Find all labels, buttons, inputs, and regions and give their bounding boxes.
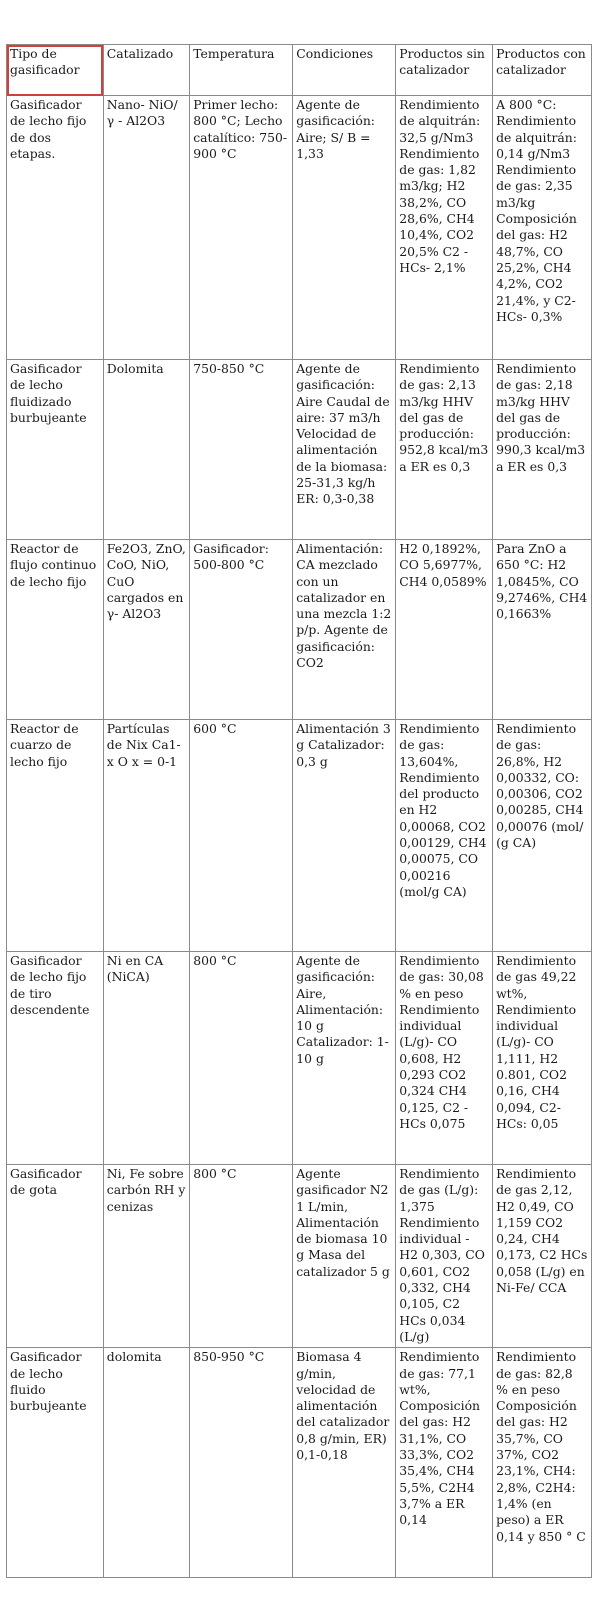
table-cell[interactable]: Partículas de Nix Ca1-x O x = 0-1 — [103, 720, 189, 952]
table-cell[interactable]: Gasificador de lecho fluido burbujeante — [7, 1348, 104, 1578]
table-cell[interactable]: 800 °C — [190, 1165, 293, 1348]
table-row — [7, 1348, 592, 1578]
header-cell-catalizado[interactable]: Catalizado — [103, 45, 189, 96]
header-cell-condiciones[interactable]: Condiciones — [293, 45, 396, 96]
table-cell[interactable]: Ni, Fe sobre carbón RH y cenizas — [103, 1165, 189, 1348]
table-cell[interactable]: 850-950 °C — [190, 1348, 293, 1578]
table-cell[interactable]: Rendimiento de gas: 2,13 m3/kg HHV del gas de producción: 952,8 kcal/m3 a ER es 0,3 — [396, 360, 493, 540]
table-cell[interactable]: Reactor de flujo continuo de lecho fijo — [7, 540, 104, 720]
table-cell[interactable]: Agente de gasificación: Aire; S/ B = 1,33 — [293, 96, 396, 360]
table-cell[interactable]: A 800 °C: Rendimiento de alquitrán: 0,14 g/Nm3 Rendimiento de gas: 2,35 m3/kg Composición del gas: H2 48,7%, CO 25,2%, CH4 4,2%, CO2 21,4%, y C2- HCs- 0,3% — [493, 96, 592, 360]
table-cell[interactable]: Rendimiento de gas 49,22 wt%, Rendimiento individual (L/g)- CO 1,111, H2 0.801, CO2 0,16, CH4 0,094, C2- HCs: 0,05 — [493, 952, 592, 1165]
table-cell[interactable]: Rendimiento de alquitrán: 32,5 g/Nm3 Rendimiento de gas: 1,82 m3/kg; H2 38,2%, CO 28,6%, CH4 10,4%, CO2 20,5% C2 - HCs- 2,1% — [396, 96, 493, 360]
table-cell[interactable]: Gasificador de lecho fijo de tiro descendente — [7, 952, 104, 1165]
header-cell-tipo-de-gasificador[interactable]: Tipo de gasificador — [7, 45, 104, 96]
table-cell[interactable]: 750-850 °C — [190, 360, 293, 540]
gasifier-catalyst-table — [6, 44, 592, 1578]
table-row — [7, 952, 592, 1165]
table-row — [7, 360, 592, 540]
table-cell[interactable]: Gasificador de lecho fluidizado burbujeante — [7, 360, 104, 540]
table-row — [7, 1165, 592, 1348]
table-cell[interactable]: Reactor de cuarzo de lecho fijo — [7, 720, 104, 952]
table-cell[interactable]: Agente de gasificación: Aire Caudal de aire: 37 m3/h Velocidad de alimentación de la biomasa: 25-31,3 kg/h ER: 0,3-0,38 — [293, 360, 396, 540]
table-cell[interactable]: dolomita — [103, 1348, 189, 1578]
header-cell-productos-con-catalizador[interactable]: Productos con catalizador — [493, 45, 592, 96]
header-cell-productos-sin-catalizador[interactable]: Productos sin catalizador — [396, 45, 493, 96]
table-cell[interactable]: Rendimiento de gas: 13,604%, Rendimiento del producto en H2 0,00068, CO2 0,00129, CH4 0,00075, CO 0,00216 (mol/g CA) — [396, 720, 493, 952]
table-row — [7, 96, 592, 360]
table-header — [7, 45, 592, 96]
table-cell[interactable]: 600 °C — [190, 720, 293, 952]
spreadsheet-area — [6, 44, 592, 1578]
table-row — [7, 540, 592, 720]
table-cell[interactable]: Gasificador: 500-800 °C — [190, 540, 293, 720]
header-cell-temperatura[interactable]: Temperatura — [190, 45, 293, 96]
table-cell[interactable]: Biomasa 4 g/min, velocidad de alimentación del catalizador 0,8 g/min, ER) 0,1-0,18 — [293, 1348, 396, 1578]
table-cell[interactable]: Rendimiento de gas: 77,1 wt%, Composición del gas: H2 31,1%, CO 33,3%, CO2 35,4%, CH4 5,5%, C2H4 3,7% a ER 0,14 — [396, 1348, 493, 1578]
table-cell[interactable]: Rendimiento de gas: 82,8 % en peso Composición del gas: H2 35,7%, CO 37%, CO2 23,1%, CH4: 2,8%, C2H4: 1,4% (en peso) a ER 0,14 y 850 ° C — [493, 1348, 592, 1578]
table-row — [7, 720, 592, 952]
header-row — [7, 45, 592, 96]
table-cell[interactable]: Agente gasificador N2 1 L/min, Alimentación de biomasa 10 g Masa del catalizador 5 g — [293, 1165, 396, 1348]
table-cell[interactable]: Rendimiento de gas: 30,08 % en peso Rendimiento individual (L/g)- CO 0,608, H2 0,293 CO2 0,324 CH4 0,125, C2 - HCs 0,075 — [396, 952, 493, 1165]
table-cell[interactable]: Gasificador de gota — [7, 1165, 104, 1348]
table-cell[interactable]: Alimentación 3 g Catalizador: 0,3 g — [293, 720, 396, 952]
table-cell[interactable]: H2 0,1892%, CO 5,6977%, CH4 0,0589% — [396, 540, 493, 720]
table-cell[interactable]: Rendimiento de gas (L/g): 1,375 Rendimiento individual - H2 0,303, CO 0,601, CO2 0,332, CH4 0,105, C2 HCs 0,034 (L/g) — [396, 1165, 493, 1348]
table-cell[interactable]: Fe2O3, ZnO, CoO, NiO, CuO cargados en γ- Al2O3 — [103, 540, 189, 720]
table-cell[interactable]: Primer lecho: 800 °C; Lecho catalítico: 750-900 °C — [190, 96, 293, 360]
table-cell[interactable]: Alimentación: CA mezclado con un catalizador en una mezcla 1:2 p/p. Agente de gasificación: CO2 — [293, 540, 396, 720]
table-cell[interactable]: Gasificador de lecho fijo de dos etapas. — [7, 96, 104, 360]
table-cell[interactable]: Rendimiento de gas: 2,18 m3/kg HHV del gas de producción: 990,3 kcal/m3 a ER es 0,3 — [493, 360, 592, 540]
table-cell[interactable]: Agente de gasificación: Aire, Alimentación: 10 g Catalizador: 1-10 g — [293, 952, 396, 1165]
table-body — [7, 96, 592, 1578]
table-cell[interactable]: Rendimiento de gas 2,12, H2 0,49, CO 1,159 CO2 0,24, CH4 0,173, C2 HCs 0,058 (L/g) en Ni-Fe/ CCA — [493, 1165, 592, 1348]
table-cell[interactable]: Ni en CA (NiCA) — [103, 952, 189, 1165]
table-cell[interactable]: 800 °C — [190, 952, 293, 1165]
table-cell[interactable]: Rendimiento de gas: 26,8%, H2 0,00332, CO: 0,00306, CO2 0,00285, CH4 0,00076 (mol/ (g CA) — [493, 720, 592, 952]
table-cell[interactable]: Dolomita — [103, 360, 189, 540]
table-cell[interactable]: Para ZnO a 650 °C: H2 1,0845%, CO 9,2746%, CH4 0,1663% — [493, 540, 592, 720]
table-cell[interactable]: Nano- NiO/ γ - Al2O3 — [103, 96, 189, 360]
